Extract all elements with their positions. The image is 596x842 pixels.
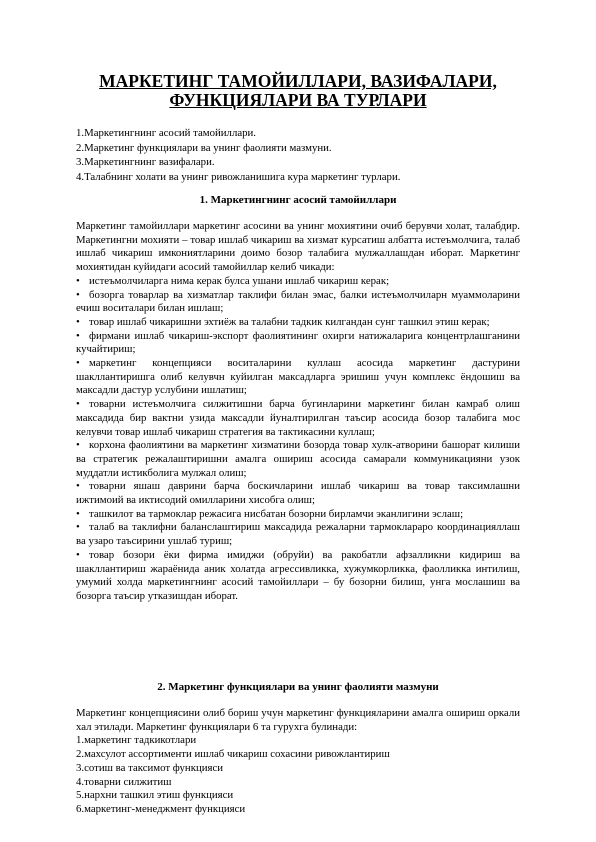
- bullet-item: • товарни истеъмолчига силжитишни барча бугинларини маркетинг билан камраб олиш максадида бир вактни узида максадли йуналтирилган таъсир асосида бозор талабига мос келувчи товар ишлаб чикариш стратегия ва тактикасини куллаш;: [76, 398, 520, 438]
- bullet-icon: •: [76, 329, 80, 342]
- section-2-intro: Маркетинг концепциясини олиб бориш учун маркетинг функцияларини амалга ошириш оркали хал этилади. Маркетинг функциялари 6 та гурухга булинади:: [76, 707, 520, 733]
- bullet-icon: •: [76, 357, 80, 370]
- outline-list: [76, 126, 400, 184]
- section-1-intro: Маркетинг тамойиллари маркетинг асосини ва унинг мохиятини очиб берувчи холат, талабдир. Маркетингни мохияти – товар ишлаб чикариш ва хизмат курсатиш албатта истеъмолчига, талаб ишлаб чикариш имкониятларини доимо бозор талабига мулжаллашдан иборат. Маркетинг мохиятидан куйидаги асосий тамойиллар келиб чикади:: [76, 220, 520, 274]
- list-item: 3.сотиш ва таксимот функцияси: [76, 761, 224, 774]
- bullet-icon: •: [76, 521, 80, 534]
- bullet-icon: •: [76, 288, 80, 301]
- outline-item: 1.Маркетингнинг асосий тамойиллари.: [76, 127, 256, 139]
- list-item: 1.маркетинг тадкикотлари: [76, 734, 197, 747]
- section-1-heading: 1. Маркетингнинг асосий тамойиллари: [199, 194, 397, 206]
- bullet-item: • бозорга товарлар ва хизматлар таклифи билан эмас, балки истеъмолчиларн муаммоларини ечиш воситалари билан ишлаш;: [76, 288, 520, 315]
- bullet-icon: •: [76, 315, 80, 328]
- bullet-item: • товарни яшаш даврини барча боскичларини ишлаб чикариш ва товар таксимлашни ижтимоий ва иктисодий омилларини хисобга олиш;: [76, 480, 520, 507]
- bullet-icon: •: [76, 439, 80, 452]
- outline-item: 3.Маркетингнинг вазифалари.: [76, 156, 215, 169]
- bullet-icon: •: [76, 274, 80, 287]
- section-2-heading: 2. Маркетинг функциялари ва унинг фаолияти мазмуни: [157, 681, 439, 693]
- bullet-item: • товар ишлаб чикаришни эхтиёж ва талабни тадкик килгандан сунг ташкил этиш керак;: [76, 315, 490, 328]
- bullet-icon: •: [76, 507, 80, 520]
- bullet-item: • товар бозори ёки фирма имиджи (обруйи) ва ракобатли афзалликни кидириш ва шакллантириш жараёнида аник холатда агрессивликка, хужумкорликка, фаолликка интилиш, умумий холда маркетингнинг асосий тамойиллари – бу бозорни билиш, унга мослашиш ва бозорга таъсир утказишдан иборат.: [76, 548, 520, 602]
- list-item: 4.товарни силжитиш: [76, 775, 172, 788]
- bullet-item: • маркетинг концепцияси воситаларини куллаш асосида маркетинг дастурини шакллантиришга олиб келувчн куйилган максадларга эришиш учун комплекс ёндошиш ва максадли дастур услубини ишлатиш;: [76, 357, 520, 397]
- bullet-item: • корхона фаолиятини ва маркетинг хизматини бозорда товар хулк-атворини башорат килиши ва стратегик режалаштиришни амалга ошириш асосида самарали коммуникацияни узок муддатли истикболига мулжал олиш;: [76, 439, 520, 479]
- section-2-body: [76, 707, 520, 817]
- outline-item: 2.Маркетинг функциялари ва унинг фаолияти мазмуни.: [76, 141, 332, 154]
- bullet-item: • талаб ва таклифни баланслаштириш максадида режаларни тармокларaро координацияллаш ва узаро таъсирини ушлаб туриш;: [76, 521, 520, 548]
- list-item: 6.маркетинг-менеджмент функцияси: [76, 802, 246, 815]
- document-title: МАРКЕТИНГ ТАМОЙИЛЛАРИ, ВАЗИФАЛАРИ, ФУНКЦИЯЛАРИ ВА ТУРЛАРИ: [99, 71, 497, 110]
- bullet-item: • фирмани ишлаб чикариш-экспорт фаолиятининг охирги натижаларига концентрлашганини кучайтириш;: [76, 329, 520, 356]
- list-item: 2.махсулот ассортименти ишлаб чикариш сохасини ривожлантириш: [76, 748, 390, 761]
- bullet-icon: •: [76, 398, 80, 411]
- functions-list: [76, 734, 520, 816]
- list-item: 5.нархни ташкил этиш функцияси: [76, 789, 234, 802]
- section-1-body: [76, 220, 520, 604]
- bullet-icon: •: [76, 548, 80, 561]
- bullet-item: • ташкилот ва тармоклар режасига нисбатан бозорни бирламчи эканлигини эслаш;: [76, 507, 464, 520]
- bullet-icon: •: [76, 480, 80, 493]
- outline-item: 4.Талабнинг холати ва унинг ривожланишига кура маркетинг турлари.: [76, 170, 401, 183]
- bullet-item: • истеъмолчиларга нима керак булса ушани ишлаб чикариш керак;: [76, 274, 390, 287]
